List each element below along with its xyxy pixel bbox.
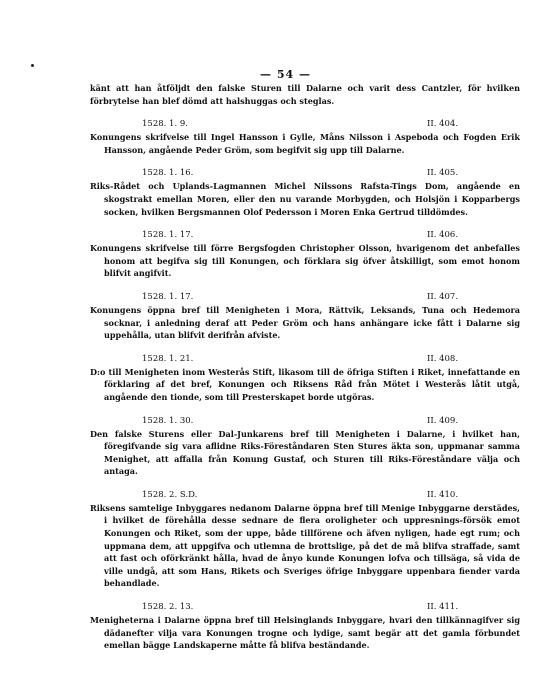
entry-date: 1528. 1. 21.: [142, 353, 194, 364]
entry-date: 1528. 1. 9.: [142, 119, 188, 130]
entry-header: [90, 164, 520, 180]
entry-number: II. 405.: [427, 168, 459, 179]
entry-date: 1528. 2. S.D.: [142, 489, 198, 500]
entry-text: Konungens skrifvelse till Ingel Hansson i Gylle, Måns Nilsson i Aspeboda och Fogden Erik Hansson, angående Peder Gröm, som begifvit sig upp till Dalarne.: [90, 132, 520, 155]
page-number: — 54 —: [260, 68, 311, 81]
entry-number: II. 409.: [427, 415, 459, 426]
entry-text: D:o till Menigheten inom Westerås Stift, likasom till de öfriga Stiften i Riket, innefattande en förklaring af det bref, Konungen och Riksens Råd från Mötet i Westerås låtit utgå, angående den tionde, som till Presterskapet borde utgöras.: [90, 366, 520, 402]
entry-date: 1528. 2. 13.: [142, 602, 194, 613]
entry-number: II. 410.: [427, 489, 459, 500]
entry-header: [90, 226, 520, 242]
entry-date: 1528. 1. 17.: [142, 230, 194, 241]
entry-date: 1528. 1. 16.: [142, 168, 194, 179]
margin-dot: [31, 64, 34, 67]
entry-number: II. 404.: [427, 119, 459, 130]
entry-header: [90, 115, 520, 131]
entry-header: [90, 412, 520, 428]
entry-date: 1528. 1. 30.: [142, 415, 194, 426]
entry-text: Riksens samtelige Inbyggares nedanom Dalarne öppna bref till Menige Inbyggarne derstädes, i hvilket de förehålla desse sednare de flera oroligheter och uppresnings-försök emot Konungen och Riket, som der uppe, både tillförene och äfven nyligen, hade egt rum; och uppmana dem, att uppgifva och utlemna de brottslige, på det de må blifva straffade, samt att fast och oförkränkt hålla, hvad de ånyo kunde Konungen lofva och tillsäga, så vida de ville undgå, att som Hans, Rikets och Sveriges öfrige Inbyggare uppenbara fiender varda behandlade.: [90, 502, 520, 589]
entry-header: [90, 288, 520, 304]
intro-paragraph: känt att han åtföljdt den falske Sturen till Dalarne och varit dess Cantzler, för hvilken förbrytelse han blef dömd att halshuggas och steglas.: [90, 83, 520, 106]
entry-number: II. 411.: [427, 602, 459, 613]
entry-list: [90, 115, 520, 652]
entry-header: [90, 598, 520, 614]
entry-text: Den falske Sturens eller Dal-Junkarens bref till Menigheten i Dalarne, i hvilket han, föregifvande sig vara aflidne Riks-Föreståndaren Sten Stures äkta son, uppmanar samma Menighet, att affalla från Konung Gustaf, och Sturen till Riks-Föreståndare välja och antaga.: [90, 428, 520, 477]
entry-text: Menigheterna i Dalarne öppna bref till Helsinglands Inbyggare, hvari den tillkännagifver sig dädanefter vilja vara Konungen trogne och lydige, samt begär att det gamla förbundet emellan bägge Landskaperne måtte få blifva beständande.: [90, 615, 520, 651]
entry-number: II. 408.: [427, 353, 459, 364]
entry-text: Konungens öppna bref till Menigheten i Mora, Rättvik, Leksands, Tuna och Hedemora socknar, i anledning deraf att Peder Gröm och hans anhängare icke fått i Dalarne sig uppehålla, utan blifvit derifrån afviste.: [90, 304, 520, 341]
entry-header: [90, 486, 520, 502]
page-body: [90, 82, 520, 652]
entry-text: Riks-Rådet och Uplands-Lagmannen Michel Nilssons Rafsta-Tings Dom, angående en skogstrakt emellan Moren, eller den nu varande Morbygden, och Holsjön i Kopparbergs socken, hvilken Bergsmannen Olof Pedersson i Moren Enka Gertrud tilldömdes.: [90, 181, 520, 217]
entry-text: Konungens skrifvelse till förre Bergsfogden Christopher Olsson, hvarigenom det anbefalles honom att begifva sig till Konungen, och förklara sig öfver åtskilligt, som emot honom blifvit angifvit.: [90, 243, 520, 279]
entry-date: 1528. 1. 17.: [142, 291, 194, 302]
entry-number: II. 406.: [427, 230, 459, 241]
entry-number: II. 407.: [427, 291, 459, 302]
entry-header: [90, 350, 520, 366]
